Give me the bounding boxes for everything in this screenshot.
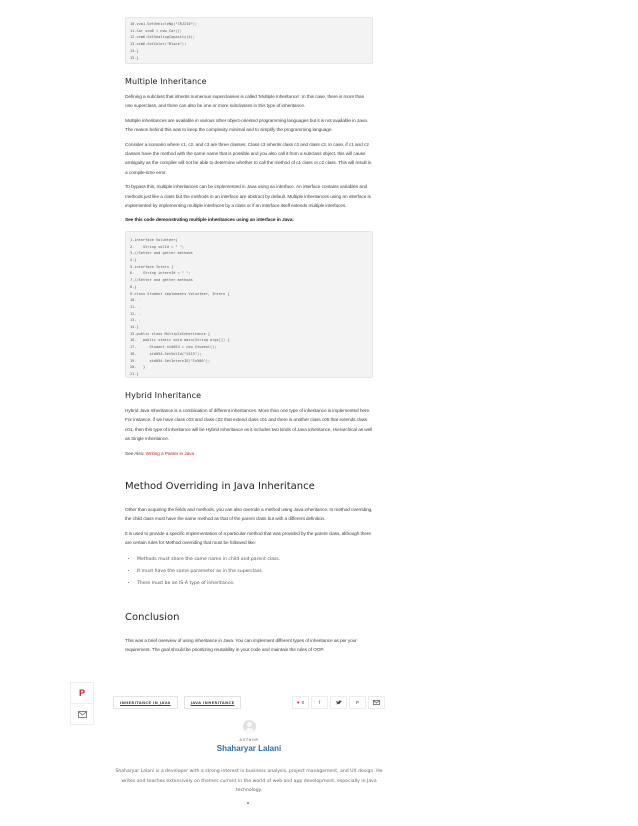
pinterest-icon[interactable]: P — [349, 696, 366, 709]
paragraph: Multiple inheritances are available in various other object-oriented programming languages but it is not available in Java. The reason behind this was to keep the complexity minimal and to simplify the programming language. — [125, 118, 368, 134]
facebook-icon[interactable]: f — [311, 696, 328, 709]
paragraph: Other than acquiring the fields and methods, you can also override a method using Java inheritance. In method overriding, the child class must have the same method as that of the parent class but with a different definition. — [125, 507, 373, 523]
tag-list — [113, 696, 241, 709]
paragraph: It is used to provide a specific implementation of a particular method that was provided by the parent class, although there are certain rules for Method overriding that must be followed like: — [125, 531, 371, 547]
paragraph: Consider a scenario where c1, c2, and c3 are three classes. Class c3 inherits class c2 and class c3. In case, if c1 and c2 classes have the method with the same name that is possible and you also call it from a subclass object, this will cause ambiguity as the compiler will not be able to determine whether to call the method of c1 class or c2 class. This will result in a compile-time error. — [125, 142, 372, 176]
twitter-icon[interactable] — [330, 696, 347, 709]
code-block: 10.vcm1.SetVehicleNo("CRJ210"); 11.Car vcm6 = new Car(); 12.vcm6.SetSeatingCapacity(4); 13.vcm6.SetColor("Black"); 14.} 15.} — [125, 17, 373, 64]
divider-dot — [247, 802, 249, 804]
mail-icon[interactable] — [71, 704, 93, 724]
paragraph: To bypass this, multiple inheritances can be implemented in Java using an interface. An interface contains variables and methods just like a class but the methods in an interface are abstract by default. Multiple inheritances using an interface is implemented by implementing multiple interfaces by a class or if an interface itself extends multiple interfaces. — [125, 185, 371, 210]
see-also-link[interactable]: Writing a Parser in Java — [145, 451, 195, 457]
tag-share-bar — [113, 696, 385, 708]
author-bio: Shaharyar Lalani is a developer with a strong interest in business analysis, project management, and UX design. He writes and teaches extensively on themes current in the world of web and app development, especially in Java technology. — [115, 769, 383, 793]
list-item: • Methods must share the same name in child and parent class. — [137, 554, 373, 566]
section-heading: Multiple Inheritance — [125, 77, 207, 86]
pinterest-icon[interactable]: P — [71, 683, 93, 704]
mail-icon[interactable] — [368, 696, 385, 709]
paragraph: See this code demonstrating multiple inheritances using an interface in Java: — [125, 218, 294, 224]
tag-link[interactable]: JAVA INHERITANCE — [184, 696, 242, 709]
avatar[interactable] — [243, 720, 256, 733]
like-button[interactable] — [292, 696, 309, 709]
section-heading: Hybrid Inheritance — [125, 390, 202, 400]
see-also-label: See Also: — [125, 451, 145, 457]
paragraph: This was a brief overview of using inheritance in Java. You can implement different types of inheritance as per your requirement. The goal should be prioritizing reusability in your code and maintain the rules of OOP. — [125, 638, 357, 653]
share-buttons — [292, 696, 385, 709]
paragraph: Hybrid Java Inheritance is a combination of different inheritances. More than one type of inheritance is implemented here. For instance, if we have class c03 and class c02 that extend class c01 and there is another class c05 that extends class c01, then this type of inheritance will be Hybrid Inheritance as it includes two kinds of Java inheritance, Hierarchical as well as Single Inheritance. — [125, 408, 373, 443]
list-item: • It must have the same parameter as in the superclass. — [137, 566, 373, 578]
heart-icon: ♥ — [296, 700, 300, 705]
floating-share-rail — [70, 682, 94, 725]
author-label: AUTHOR — [239, 738, 259, 742]
see-also — [125, 450, 373, 459]
list-item: • There must be an IS-A type of inheritance. — [137, 578, 373, 590]
section-heading: Conclusion — [125, 611, 180, 623]
tag-link[interactable]: INHERITANCE IN JAVA — [113, 696, 178, 709]
rules-list — [125, 554, 373, 590]
author-name-link[interactable]: Shaharyar Lalani — [216, 744, 282, 753]
code-block: 1.interface Volunteer{ 2. String volId = " "; 3.//Setter and getter methods 4.} 5.interface Intern { 6. String internId = " "; 7.//Setter and getter methods 8.} 9.class Student implements Volunteer, Intern { 10. . 11. . 12. . 13. . 14.} 15.public class MultipleInheritance { 16. public static void main(String args[]) { 17. Student std054 = new Student(); 18. std054.SetVolId("V415"); 19. std054.SetInternID("In580"); 20. } 21.} — [125, 231, 373, 378]
author-box — [113, 720, 385, 753]
paragraph: Defining a subclass that inherits numerous superclasses is called 'Multiple Inheritance'. In this case, there is more than one superclass, and there can also be one or more subclasses in this type of inheritance. — [125, 95, 365, 110]
article-body — [125, 0, 373, 660]
section-heading: Method Overriding in Java Inheritance — [125, 480, 315, 492]
like-count: 0 — [301, 700, 305, 705]
